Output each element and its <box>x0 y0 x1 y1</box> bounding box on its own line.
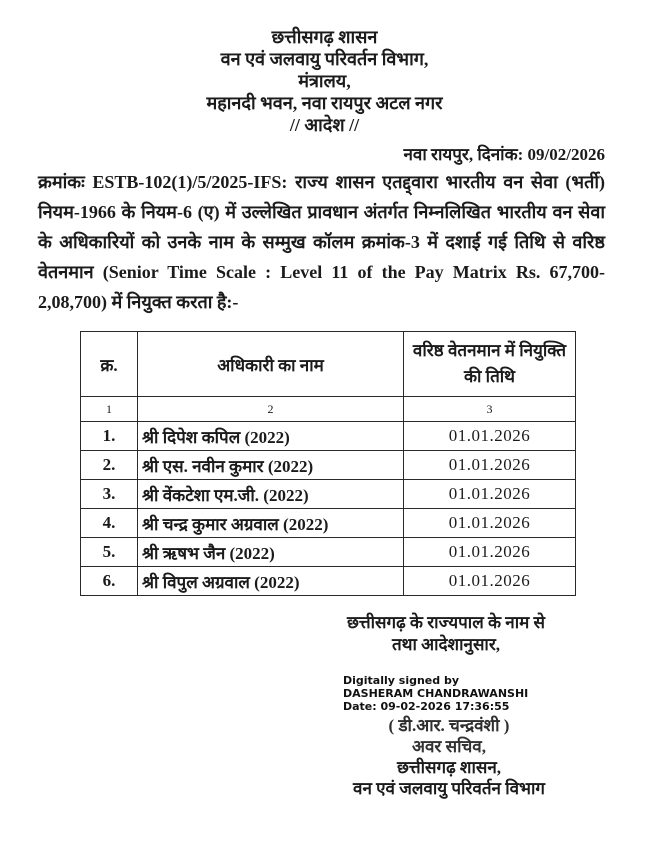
signatory-designation: अवर सचिव, <box>411 737 487 756</box>
table-row <box>81 509 576 538</box>
body-line: नियम-1966 के नियम-6 (ए) में उल्लेखित प्रावधान अंतर्गत निम्नलिखित भारतीय वन सेवा <box>38 202 605 222</box>
body-line: के अधिकारियों को उनके नाम के सम्मुख कॉलम क्रमांक-3 में दशाई गई तिथि से वरिष्ठ <box>38 232 605 252</box>
signature-block <box>299 674 599 799</box>
header-address: महानदी भवन, नवा रायपुर अटल नगर <box>206 93 443 113</box>
signoff-line: छत्तीसगढ़ के राज्यपाल के नाम से <box>346 613 546 632</box>
cell-appointment-date: 01.01.2026 <box>404 422 576 451</box>
signatory-name: ( डी.आर. चन्द्रवंशी ) <box>388 716 510 735</box>
cell-sno: 2. <box>81 451 138 480</box>
digital-signature-line: Date: 09-02-2026 17:36:55 <box>343 700 510 713</box>
officers-table <box>80 331 576 596</box>
digital-signature-stamp <box>343 674 528 713</box>
cell-appointment-date: 01.01.2026 <box>404 451 576 480</box>
table-row <box>81 567 576 596</box>
table-row <box>81 480 576 509</box>
table-header-row <box>81 332 576 397</box>
signatory-org: छत्तीसगढ़ शासन, <box>396 758 502 777</box>
column-header-date: वरिष्ठ वेतनमान में नियुक्ति की तिथि <box>404 332 576 397</box>
signoff-line: तथा आदेशानुसार, <box>391 635 501 654</box>
cell-sno: 5. <box>81 538 138 567</box>
signatory-department: वन एवं जलवायु परिवर्तन विभाग <box>353 779 545 798</box>
cell-sno: 1. <box>81 422 138 451</box>
dateline: नवा रायपुर, दिनांक: 09/02/2026 <box>403 145 605 164</box>
digital-signature-line: Digitally signed by <box>343 674 459 687</box>
header-office: मंत्रालय, <box>298 71 351 91</box>
body-line: वेतनमान (Senior Time Scale : Level 11 of the Pay Matrix Rs. 67,700- <box>38 262 605 282</box>
column-header-sno: क्र. <box>81 332 138 397</box>
cell-sno: 6. <box>81 567 138 596</box>
body-line: क्रमांकः ESTB-102(1)/5/2025-IFS: राज्य शासन एतद्द्वारा भारतीय वन सेवा (भर्ती) <box>38 172 605 192</box>
digital-signature-line: DASHERAM CHANDRAWANSHI <box>343 687 529 700</box>
column-number: 2 <box>138 397 404 422</box>
signoff-block <box>301 612 591 656</box>
table-row <box>81 422 576 451</box>
cell-appointment-date: 01.01.2026 <box>404 509 576 538</box>
column-number-row <box>81 397 576 422</box>
cell-appointment-date: 01.01.2026 <box>404 538 576 567</box>
body-line: 2,08,700) में नियुक्त करता है:- <box>38 292 239 312</box>
column-header-name: अधिकारी का नाम <box>138 332 404 397</box>
table-row <box>81 451 576 480</box>
header-department: वन एवं जलवायु परिवर्तन विभाग, <box>220 49 429 69</box>
cell-officer-name: श्री चन्द्र कुमार अग्रवाल (2022) <box>138 509 404 538</box>
table-row <box>81 538 576 567</box>
cell-officer-name: श्री वेंकटेशा एम.जी. (2022) <box>138 480 404 509</box>
cell-sno: 4. <box>81 509 138 538</box>
cell-appointment-date: 01.01.2026 <box>404 567 576 596</box>
column-number: 3 <box>404 397 576 422</box>
cell-officer-name: श्री विपुल अग्रवाल (2022) <box>138 567 404 596</box>
order-title: // आदेश // <box>289 115 360 135</box>
cell-appointment-date: 01.01.2026 <box>404 480 576 509</box>
cell-officer-name: श्री दिपेश कपिल (2022) <box>138 422 404 451</box>
cell-officer-name: श्री ऋषभ जैन (2022) <box>138 538 404 567</box>
cell-officer-name: श्री एस. नवीन कुमार (2022) <box>138 451 404 480</box>
order-body-paragraph <box>38 167 605 317</box>
header-org: छत्तीसगढ़ शासन <box>271 27 378 47</box>
cell-sno: 3. <box>81 480 138 509</box>
column-number: 1 <box>81 397 138 422</box>
document-header <box>0 26 649 136</box>
